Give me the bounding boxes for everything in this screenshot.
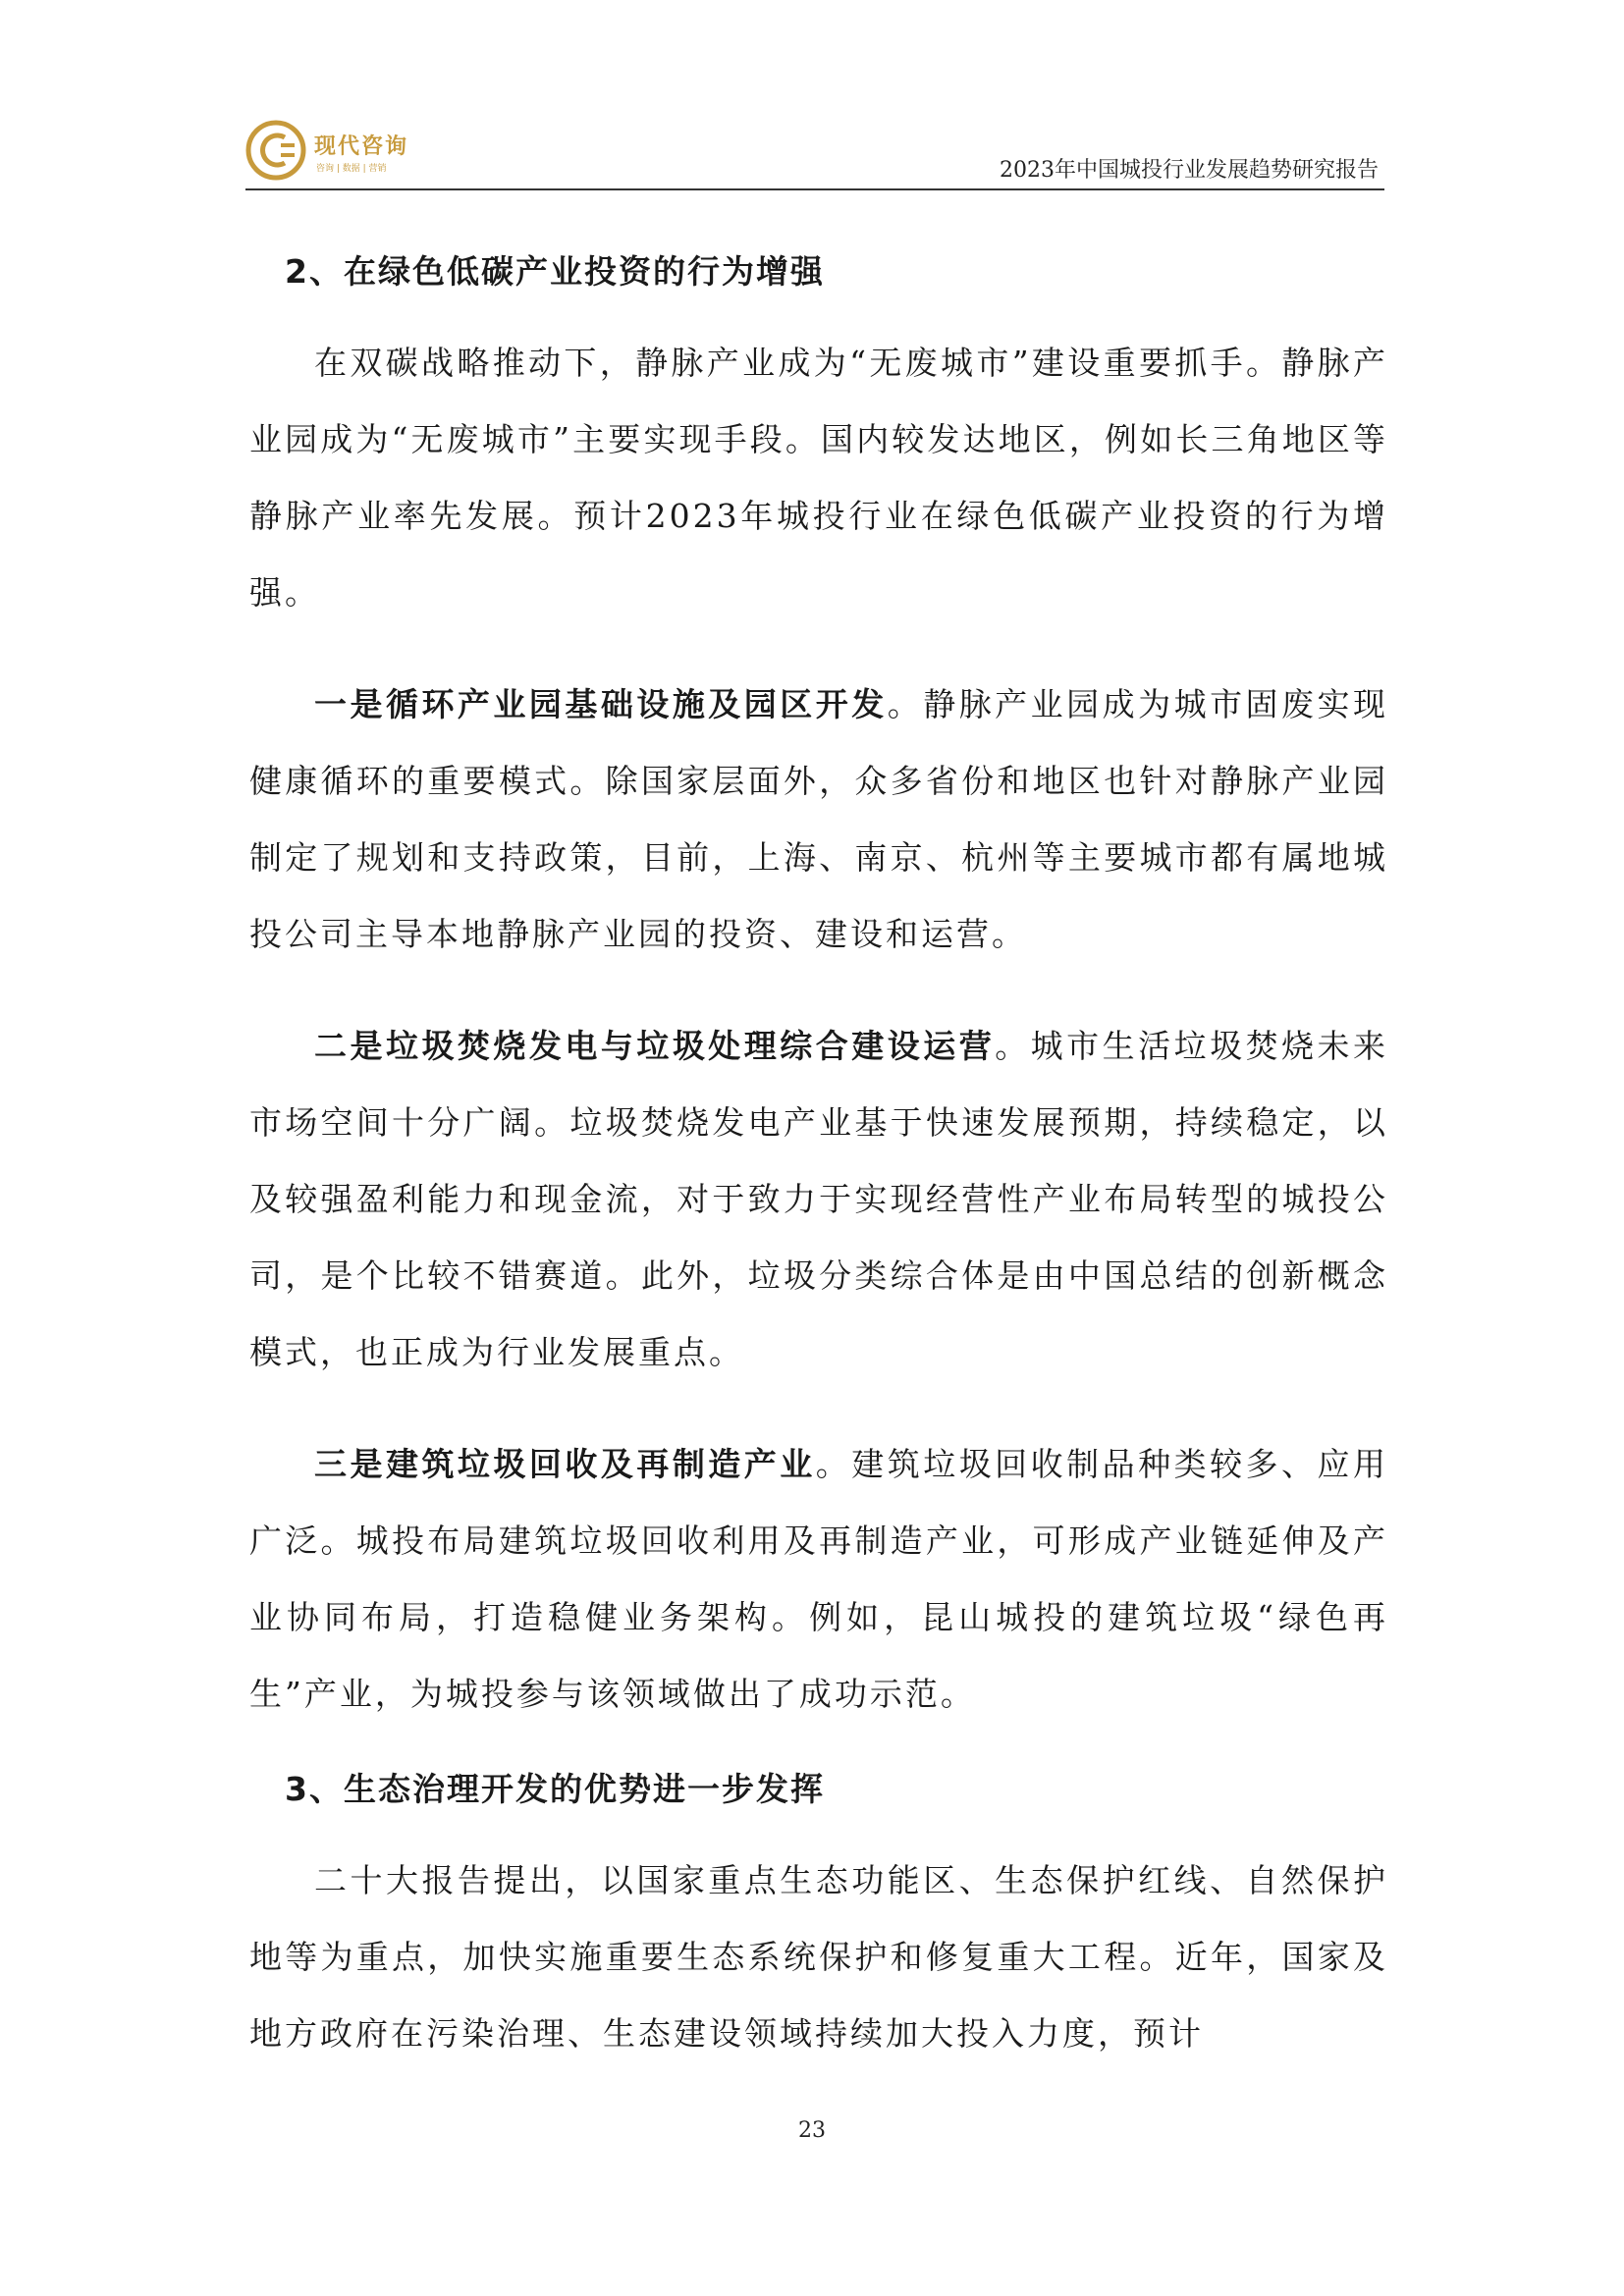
logo-name: 现代咨询	[314, 134, 409, 159]
page-number: 23	[798, 2118, 826, 2143]
company-logo	[245, 112, 471, 181]
item-lead-1: 一是循环产业园基础设施及园区开发	[314, 685, 888, 723]
section-2-intro: 在双碳战略推动下，静脉产业成为“无废城市”建设重要抓手。静脉产业园成为“无废城市”主要实现手段。国内较发达地区，例如长三角地区等静脉产业率先发展。预计2023年城投行业在绿色低碳产业投资的行为增强。	[249, 344, 1388, 612]
item-paragraph-2	[249, 1008, 1388, 1391]
page-header	[245, 106, 1384, 190]
item-text-3: 。建筑垃圾回收制品种类较多、应用广泛。城投布局建筑垃圾回收利用及再制造产业，可形成产业链延伸及产业协同布局，打造稳健业务架构。例如，昆山城投的建筑垃圾“绿色再生”产业，为城投参与该领域做出了成功示范。	[249, 1445, 1389, 1713]
item-lead-3: 三是建筑垃圾回收及再制造产业	[314, 1445, 816, 1483]
section-3-intro: 二十大报告提出，以国家重点生态功能区、生态保护红线、自然保护地等为重点，加快实施重要生态系统保护和修复重大工程。近年，国家及地方政府在污染治理、生态建设领域持续加大投入力度，预计	[249, 1861, 1388, 2053]
item-paragraph-3	[249, 1426, 1388, 1733]
page-body	[249, 250, 1388, 2090]
item-text-1: 。静脉产业园成为城市固废实现健康循环的重要模式。除国家层面外，众多省份和地区也针对静脉产业园制定了规划和支持政策，目前，上海、南京、杭州等主要城市都有属地城投公司主导本地静脉产业园的投资、建设和运营。	[249, 685, 1389, 953]
item-lead-2: 二是垃圾焚烧发电与垃圾处理综合建设运营	[314, 1027, 996, 1065]
logo-tagline: 咨询 | 数据 | 营销	[316, 164, 387, 174]
section-3-heading: 3、生态治理开发的优势进一步发挥	[285, 1770, 825, 1808]
logo-mark-icon	[245, 120, 306, 181]
item-text-2: 。城市生活垃圾焚烧未来市场空间十分广阔。垃圾焚烧发电产业基于快速发展预期，持续稳定，以及较强盈利能力和现金流，对于致力于实现经营性产业布局转型的城投公司，是个比较不错赛道。此外，垃圾分类综合体是由中国总结的创新概念模式，也正成为行业发展重点。	[249, 1027, 1389, 1371]
report-title: 2023年中国城投行业发展趋势研究报告	[1000, 158, 1379, 183]
item-paragraph-1	[249, 667, 1388, 973]
section-2-heading: 2、在绿色低碳产业投资的行为增强	[285, 252, 825, 291]
